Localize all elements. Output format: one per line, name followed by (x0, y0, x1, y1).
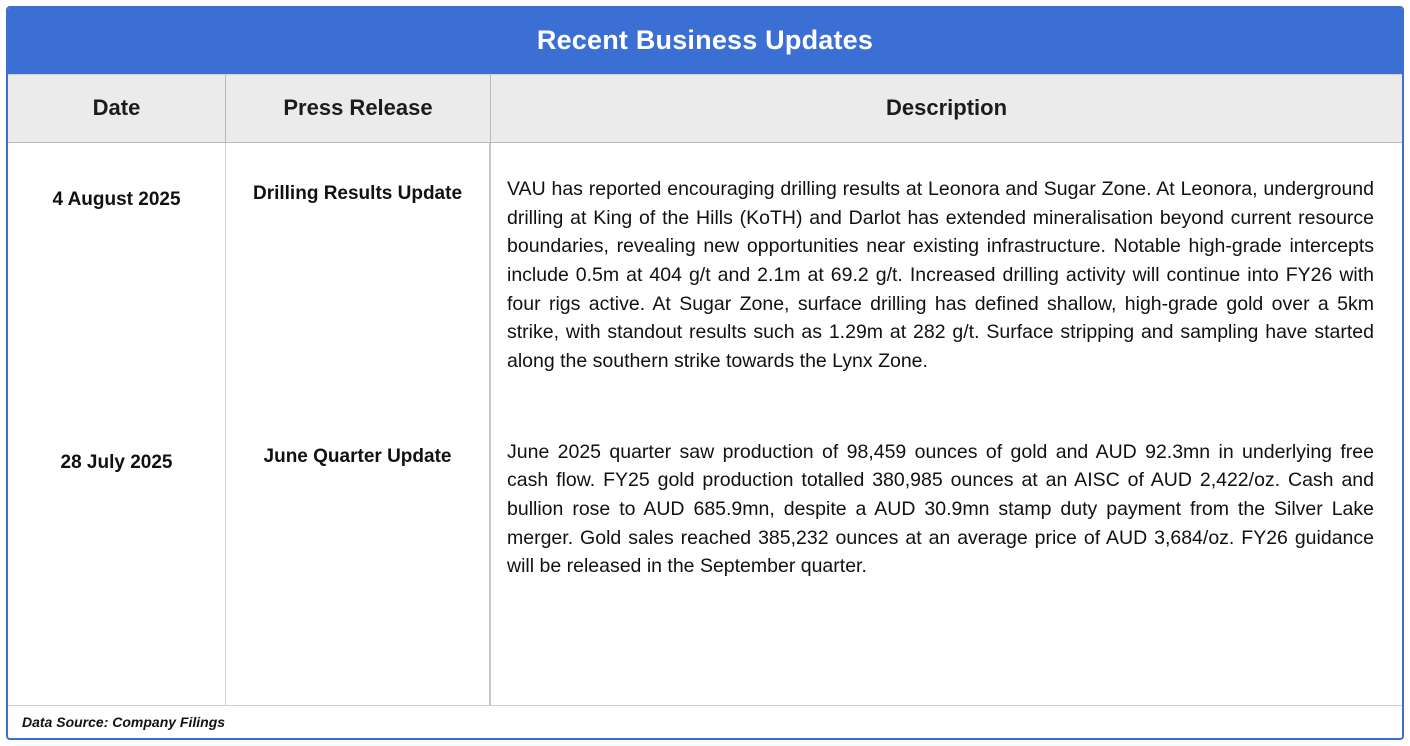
data-source-note: Data Source: Company Filings (8, 705, 1402, 738)
column-header-press-release: Press Release (226, 75, 491, 142)
cell-description: June 2025 quarter saw production of 98,459 ounces of gold and AUD 92.3mn in underlying free cash flow. FY25 gold production totalled 380,985 ounces at an AISC of AUD 2,422/oz. Cash and bullion rose to AUD 685.9mn, despite a AUD 30.9mn stamp duty payment from the Silver Lake merger. Gold sales reached 385,232 ounces at an average price of AUD 3,684/oz. FY26 guidance will be released in the September quarter. (507, 440, 1374, 578)
cell-description: VAU has reported encouraging drilling results at Leonora and Sugar Zone. At Leonora, underground drilling at King of the Hills (KoTH) and Darlot has extended mineralisation beyond current resource boundaries, revealing new opportunities near existing infrastructure. Notable high-grade intercepts include 0.5m at 404 g/t and 2.1m at 69.2 g/t. Increased drilling activity will continue into FY26 with four rigs active. At Sugar Zone, surface drilling has defined shallow, high-grade gold over a 5km strike, with standout results such as 1.29m at 282 g/t. Surface stripping and sampling have started along the southern strike towards the Lynx Zone. (507, 178, 1374, 372)
cell-date: 4 August 2025 (8, 143, 226, 386)
table-row (8, 386, 1402, 705)
column-header-date: Date (8, 75, 226, 142)
table-card (6, 6, 1404, 740)
table-header-row (8, 75, 1402, 143)
cell-press-release: June Quarter Update (226, 386, 491, 705)
column-header-description: Description (885, 95, 1008, 120)
cell-date: 28 July 2025 (8, 386, 226, 705)
table-row (8, 143, 1402, 386)
cell-press-release: Drilling Results Update (226, 143, 491, 386)
page-title: Recent Business Updates (8, 8, 1402, 74)
updates-table (8, 74, 1402, 705)
table-body (8, 143, 1402, 705)
